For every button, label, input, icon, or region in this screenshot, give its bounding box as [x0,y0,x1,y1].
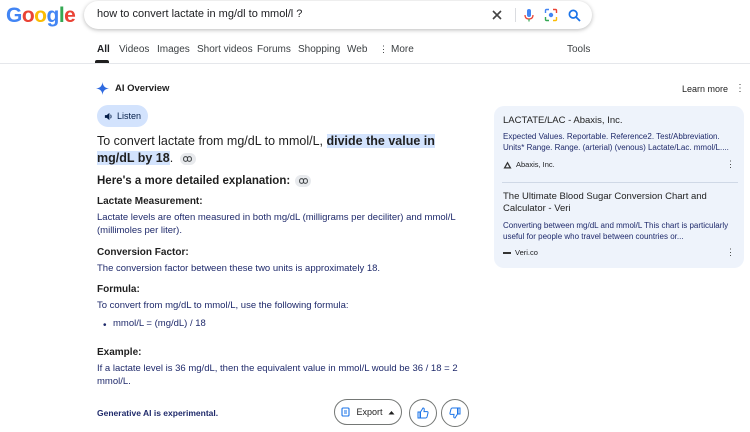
section-text: To convert from mg/dL to mmol/L, use the following formula: [97,300,349,311]
ai-overview-title: AI Overview [115,83,170,94]
section-heading: Conversion Factor: [97,247,189,258]
source-card-title[interactable]: The Ultimate Blood Sugar Conversion Chart and Calculator - Veri [503,191,707,214]
section-heading: Example: [97,347,142,358]
section-text: Lactate levels are often measured in both mg/dL (milligrams per deciliter) and mmol/L (millimoles per liter). [97,212,456,236]
listen-label: Listen [116,111,142,121]
search-input[interactable]: how to convert lactate in mg/dl to mmol/l ? [97,8,303,20]
detail-heading [97,175,311,187]
more-vertical-icon: ⋮ [379,44,388,54]
source-card-site-name: Veri.co [515,248,538,257]
lens-search-icon[interactable] [542,6,560,24]
speaker-icon [104,112,113,121]
bullet-dot: • [103,320,107,331]
tab-short-videos[interactable]: Short videos [197,44,253,55]
source-card-site[interactable] [503,248,538,257]
detail-heading-text: Here's a more detailed explanation: [97,175,291,187]
search-divider [515,8,516,22]
caret-up-icon [388,410,395,415]
ai-answer [97,133,457,167]
tab-videos[interactable]: Videos [119,44,150,55]
logo-letter: o [21,4,35,27]
source-card-snippet: Expected Values. Reportable. Reference2. Test/Abbreviation. Units* Range. Range. (arterial) (venous) Lactate/Lac. mmol/L.... [503,132,729,152]
logo-letter: g [46,4,59,27]
thumbs-down-icon [449,407,461,419]
abaxis-logo-icon [503,161,512,169]
ai-disclaimer: Generative AI is experimental. [97,408,219,418]
clear-icon[interactable] [488,6,506,24]
tab-shopping[interactable]: Shopping [298,44,341,55]
more-options-icon[interactable]: ⋮ [735,83,745,94]
header-divider [0,63,750,64]
source-card-site-name: Abaxis, Inc. [516,160,555,169]
voice-search-icon[interactable] [520,6,538,24]
tab-more[interactable] [379,44,414,55]
answer-suffix: . [169,151,174,165]
tab-web[interactable]: Web [347,44,368,55]
citation-link-icon[interactable] [295,175,311,187]
veri-logo-icon [503,252,511,254]
source-card-divider [502,182,738,183]
answer-prefix: To convert lactate from mg/dL to mmol/L, [97,134,327,148]
tab-forums[interactable]: Forums [257,44,291,55]
answer-highlight: divide the value in mg/dL by 18 [97,134,435,165]
section-heading: Lactate Measurement: [97,196,203,207]
section-heading: Formula: [97,284,140,295]
listen-button[interactable] [97,105,148,127]
source-card-more-icon[interactable]: ⋮ [726,247,735,257]
thumbs-up-button[interactable] [409,399,437,427]
tab-more-label: More [391,44,414,55]
section-text: The conversion factor between these two units is approximately 18. [97,263,381,274]
citation-link-icon[interactable] [180,153,196,165]
source-card-more-icon[interactable]: ⋮ [726,159,735,169]
export-label: Export [356,407,383,417]
tab-tools[interactable]: Tools [567,44,591,55]
source-card-title[interactable]: LACTATE/LAC - Abaxis, Inc. [503,115,623,126]
search-box[interactable] [84,1,592,29]
formula-bullet: mmol/L = (mg/dL) / 18 [113,318,206,329]
export-button[interactable] [334,399,402,425]
export-doc-icon [341,407,351,417]
logo-letter: l [58,4,65,27]
thumbs-down-button[interactable] [441,399,469,427]
logo-letter: e [64,4,76,27]
google-logo[interactable] [6,4,75,28]
tab-images[interactable]: Images [157,44,190,55]
ai-overview-header [96,82,169,95]
source-card-snippet: Converting between mg/dL and mmol/L This chart is particularly useful for people who travel between countries or... [503,221,729,241]
gemini-sparkle-icon [96,82,109,95]
section-text: If a lactate level is 36 mg/dL, then the equivalent value in mmol/L would be 36 / 18 = 2 mmol/L. [97,363,458,387]
search-icon[interactable] [565,6,583,24]
logo-letter: o [34,4,47,27]
tab-all[interactable]: All [97,44,110,55]
thumbs-up-icon [417,407,429,419]
learn-more-link[interactable]: Learn more [682,84,729,94]
logo-letter: G [6,4,22,27]
source-card-site[interactable] [503,160,555,169]
